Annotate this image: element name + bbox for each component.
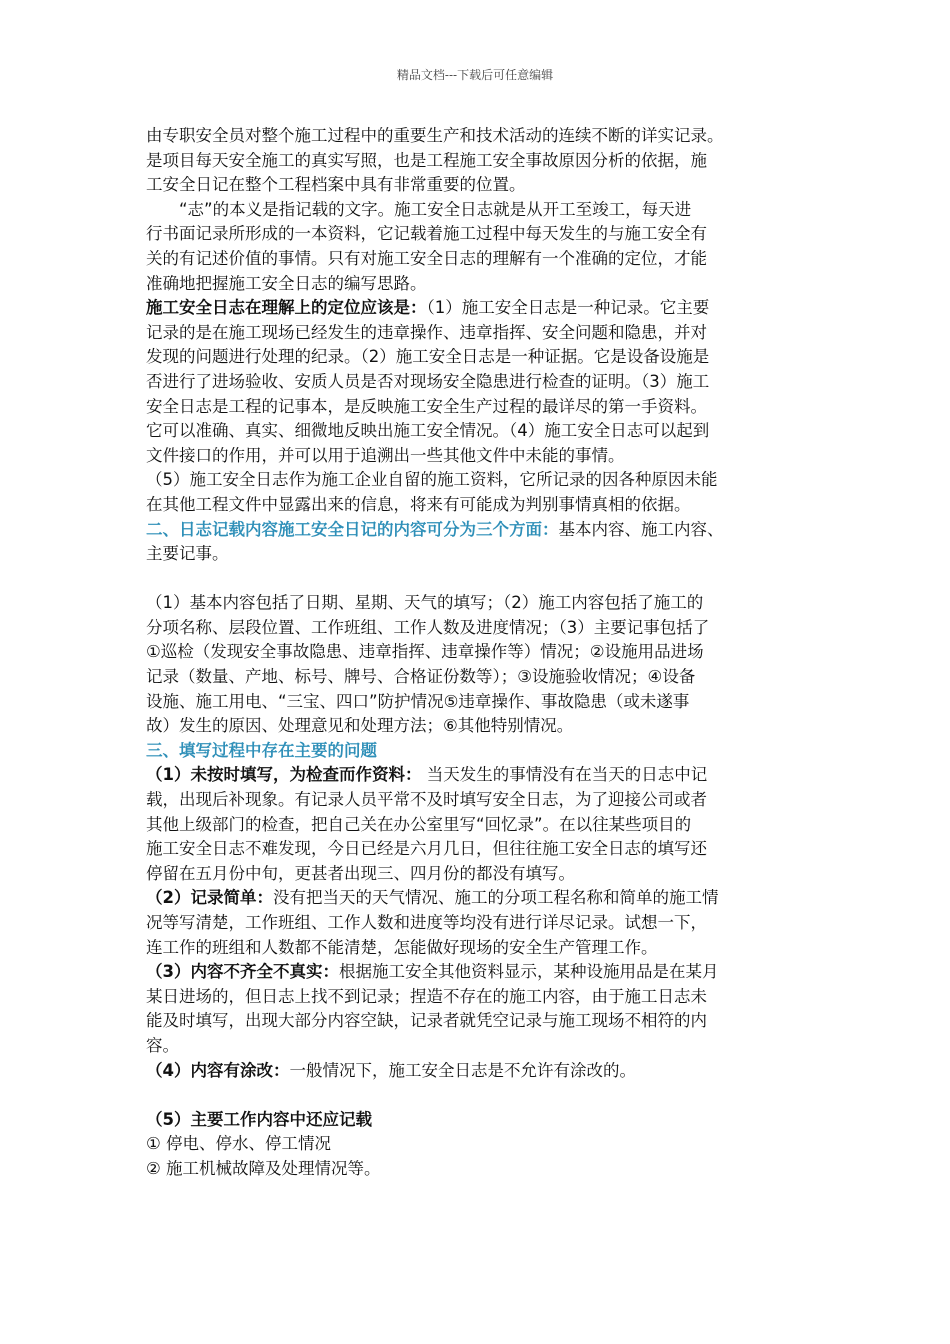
document-body: [146, 124, 806, 1182]
text-segment: 工安全日记在整个工程档案中具有非常重要的位置。: [146, 175, 526, 195]
text-line: [146, 468, 806, 493]
text-segment: 记录的是在施工现场已经发生的违章操作、违章指挥、安全问题和隐患，并对: [146, 322, 707, 342]
text-line: [146, 345, 806, 370]
text-line: [146, 222, 806, 247]
text-line: [146, 1059, 806, 1084]
text-line: [146, 665, 806, 690]
text-segment: 某日进场的，但日志上找不到记录；捏造不存在的施工内容，由于施工日志未: [146, 986, 707, 1006]
text-line: [146, 149, 806, 174]
text-segment: 连工作的班组和人数都不能清楚，怎能做好现场的安全生产管理工作。: [146, 937, 658, 957]
text-line: [146, 247, 806, 272]
text-line: [146, 591, 806, 616]
text-line: [146, 419, 806, 444]
text-line: [146, 714, 806, 739]
bold-lead: （3）内容不齐全不真实：: [146, 962, 339, 982]
text-line: [146, 518, 806, 543]
text-segment: 没有把当天的天气情况、施工的分项工程名称和简单的施工情: [272, 888, 719, 908]
text-line: [146, 321, 806, 346]
text-line: [146, 886, 806, 911]
text-line: [146, 837, 806, 862]
bold-lead: （1）未按时填写，为检查而作资料：: [146, 765, 422, 785]
text-line: [146, 1108, 806, 1133]
page-header: 精品文档---下载后可任意编辑: [396, 68, 554, 82]
text-segment: ①巡检（发现安全事故隐患、违章指挥、违章操作等）情况；②设施用品进场: [146, 642, 704, 662]
text-segment: ① 停电、停水、停工情况: [146, 1134, 332, 1154]
text-segment: 主要记事。: [146, 544, 229, 564]
text-segment: 否进行了进场验收、安质人员是否对现场安全隐患进行检查的证明。（3）施工: [146, 371, 710, 391]
text-segment: 施工安全日志不难发现，今日已经是六月几日，但往往施工安全日志的填写还: [146, 839, 707, 859]
text-segment: （1）施工安全日志是一种记录。它主要: [426, 298, 710, 318]
blank-line: [146, 567, 806, 592]
section-heading: 二、日志记载内容施工安全日记的内容可分为三个方面：: [146, 519, 559, 539]
text-line: [146, 124, 806, 149]
text-line: [146, 763, 806, 788]
text-line: [146, 936, 806, 961]
text-segment: 停留在五月份中旬，更甚者出现三、四月份的都没有填写。: [146, 863, 575, 883]
section-heading: 三、填写过程中存在主要的问题: [146, 740, 377, 760]
bold-lead: 施工安全日志在理解上的定位应该是：: [146, 298, 427, 318]
text-segment: 设施、施工用电、“三宝、四口”防护情况⑤违章操作、事故隐患（或未遂事: [146, 691, 690, 711]
text-segment: 基本内容、施工内容、: [558, 519, 724, 539]
text-segment: 在其他工程文件中显露出来的信息，将来有可能成为判别事情真相的依据。: [146, 494, 691, 514]
text-line: [146, 1034, 806, 1059]
text-segment: 分项名称、层段位置、工作班组、工作人数及进度情况；（3）主要记事包括了: [146, 617, 710, 637]
text-segment: 安全日志是工程的记事本，是反映施工安全生产过程的最详尽的第一手资料。: [146, 396, 707, 416]
text-segment: 其他上级部门的检查，把自己关在办公室里写“回忆录”。在以往某些项目的: [146, 814, 692, 834]
text-segment: 行书面记录所形成的一本资料，它记载着施工过程中每天发生的与施工安全有: [146, 224, 707, 244]
text-line: [146, 198, 806, 223]
bold-lead: （4）内容有涂改：: [146, 1060, 290, 1080]
blank-line: [146, 1083, 806, 1108]
text-segment: ② 施工机械故障及处理情况等。: [146, 1158, 381, 1178]
text-line: [146, 1132, 806, 1157]
text-line: [146, 616, 806, 641]
text-line: [146, 1157, 806, 1182]
text-segment: 能及时填写，出现大部分内容空缺，记录者就凭空记录与施工现场不相符的内: [146, 1011, 707, 1031]
text-line: [146, 296, 806, 321]
text-segment: 故）发生的原因、处理意见和处理方法；⑥其他特别情况。: [146, 716, 574, 736]
text-line: [146, 1009, 806, 1034]
text-line: [146, 370, 806, 395]
text-segment: 准确地把握施工安全日志的编写思路。: [146, 273, 427, 293]
text-segment: 它可以准确、真实、细微地反映出施工安全情况。（4）施工安全日志可以起到: [146, 421, 710, 441]
text-line: [146, 739, 806, 764]
bold-lead: （5）主要工作内容中还应记载: [146, 1109, 372, 1129]
text-line: [146, 788, 806, 813]
text-segment: （1）基本内容包括了日期、星期、天气的填写；（2）施工内容包括了施工的: [146, 593, 704, 613]
text-segment: 由专职安全员对整个施工过程中的重要生产和技术活动的连续不断的详实记录。: [146, 126, 724, 145]
text-segment: 关的有记述价值的事情。只有对施工安全日志的理解有一个准确的定位，才能: [146, 248, 707, 268]
text-line: [146, 813, 806, 838]
text-line: [146, 960, 806, 985]
text-segment: 是项目每天安全施工的真实写照，也是工程施工安全事故原因分析的依据，施: [146, 150, 707, 170]
text-line: [146, 493, 806, 518]
text-line: [146, 444, 806, 469]
text-segment: 况等写清楚，工作班组、工作人数和进度等均没有进行详尽记录。试想一下，: [146, 913, 707, 932]
text-segment: 发现的问题进行处理的纪录。（2）施工安全日志是一种证据。它是设备设施是: [146, 347, 710, 367]
text-segment: 一般情况下，施工安全日志是不允许有涂改的。: [289, 1060, 636, 1080]
text-segment: 根据施工安全其他资料显示，某种设施用品是在某月: [338, 962, 719, 982]
text-segment: 文件接口的作用，并可以用于追溯出一些其他文件中未能的事情。: [146, 445, 625, 465]
text-line: [146, 395, 806, 420]
text-segment: 当天发生的事情没有在当天的日志中记: [421, 765, 708, 785]
text-segment: 记录（数量、产地、标号、牌号、合格证份数等）；③设施验收情况；④设备: [146, 667, 696, 687]
text-line: [146, 640, 806, 665]
text-segment: “志”的本义是指记载的文字。施工安全日志就是从开工至竣工，每天进: [146, 199, 692, 219]
text-line: [146, 911, 806, 936]
text-segment: 载，出现后补现象。有记录人员平常不及时填写安全日志，为了迎接公司或者: [146, 790, 707, 810]
text-line: [146, 862, 806, 887]
text-line: [146, 690, 806, 715]
text-line: [146, 985, 806, 1010]
text-line: [146, 542, 806, 567]
text-line: [146, 173, 806, 198]
text-segment: 容。: [146, 1035, 179, 1055]
text-segment: （5）施工安全日志作为施工企业自留的施工资料，它所记录的因各种原因未能: [146, 470, 718, 490]
text-line: [146, 272, 806, 297]
bold-lead: （2）记录简单：: [146, 888, 273, 908]
